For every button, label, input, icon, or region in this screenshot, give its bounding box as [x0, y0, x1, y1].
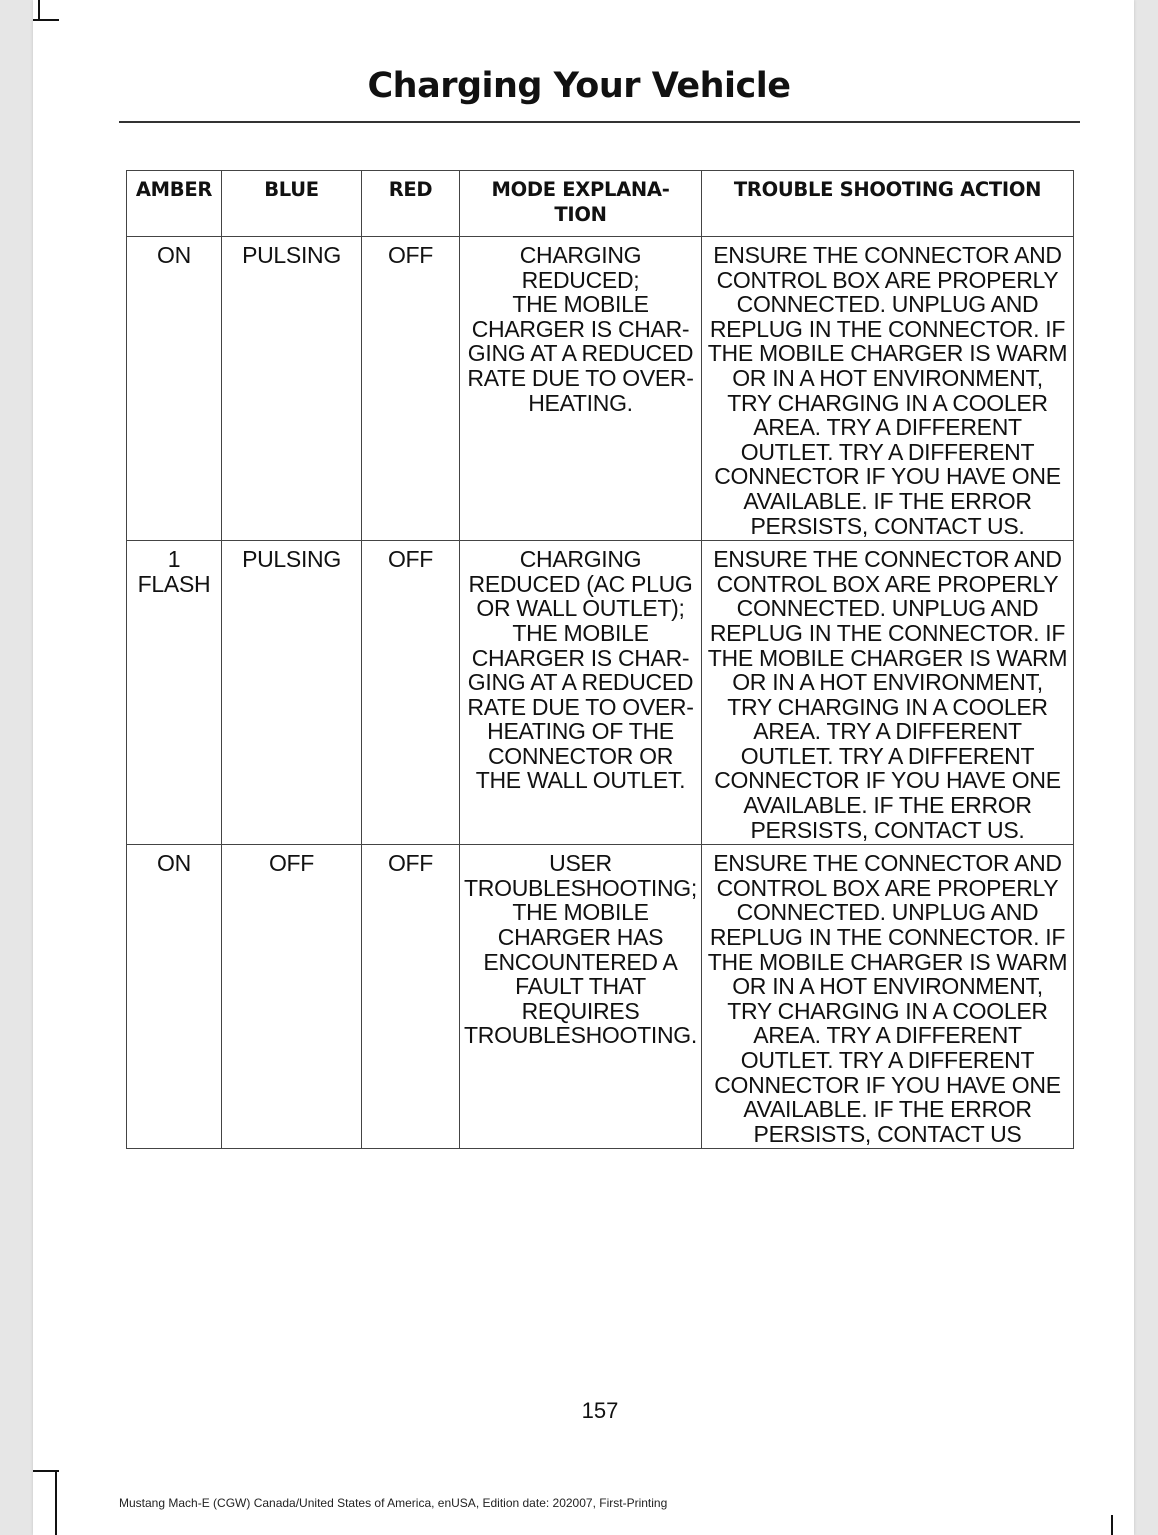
- trouble-shooting-action-cell: ENSURE THE CONNECTOR AND CONTROL BOX ARE PROPERLY CONNECTED. UNPLUG AND REPLUG IN THE CONNECTOR. IF THE MOBILE CHARGER IS WARM OR IN A HOT ENVIRONMENT, TRY CHARGING IN A COOLER AREA. TRY A DIFFERENT OUTLET. TRY A DIFFERENT CONNECTOR IF YOU HAVE ONE AVAILABLE. IF THE ERROR PERSISTS, CONTACT US: [702, 845, 1074, 1149]
- column-header-trouble-shooting-action: TROUBLE SHOOTING ACTION: [702, 171, 1074, 237]
- crop-mark-top-left-vertical: [38, 0, 40, 20]
- table-header-row: [127, 171, 1074, 237]
- amber-cell: ON: [127, 845, 222, 1149]
- amber-cell: ON: [127, 237, 222, 541]
- amber-cell: 1 FLASH: [127, 541, 222, 845]
- red-cell: OFF: [362, 541, 460, 845]
- blue-cell: PULSING: [222, 237, 362, 541]
- page-title: Charging Your Vehicle: [367, 66, 791, 106]
- mode-explanation-cell: CHARGING REDUCED (AC PLUG OR WALL OUTLET); THE MOBILE CHARGER IS CHAR- GING AT A REDUCED RATE DUE TO OVER- HEATING OF THE CONNECTOR OR THE WALL OUTLET.: [460, 541, 702, 845]
- crop-mark-bottom-left-vertical: [55, 1470, 57, 1535]
- crop-mark-bottom-right-vertical: [1111, 1515, 1113, 1535]
- crop-mark-top-left-horizontal: [33, 19, 59, 21]
- mode-explanation-cell: CHARGING REDUCED; THE MOBILE CHARGER IS CHAR- GING AT A REDUCED RATE DUE TO OVER- HEATING.: [460, 237, 702, 541]
- page-number: 157: [581, 1398, 619, 1423]
- column-header-blue: BLUE: [222, 171, 362, 237]
- table-row: [127, 541, 1074, 845]
- table-row: [127, 237, 1074, 541]
- table-row: [127, 845, 1074, 1149]
- mode-explanation-cell: USER TROUBLESHOOTING; THE MOBILE CHARGER HAS ENCOUNTERED A FAULT THAT REQUIRES TROUBLESHOOTING.: [460, 845, 702, 1149]
- title-divider: [119, 121, 1080, 123]
- column-header-mode-explanation: MODE EXPLANA- TION: [460, 171, 702, 237]
- blue-cell: PULSING: [222, 541, 362, 845]
- red-cell: OFF: [362, 845, 460, 1149]
- column-header-red: RED: [362, 171, 460, 237]
- red-cell: OFF: [362, 237, 460, 541]
- edition-footer: Mustang Mach-E (CGW) Canada/United States of America, enUSA, Edition date: 202007, First-Printing: [119, 1496, 668, 1510]
- charging-indicator-table: [126, 170, 1074, 1149]
- blue-cell: OFF: [222, 845, 362, 1149]
- trouble-shooting-action-cell: ENSURE THE CONNECTOR AND CONTROL BOX ARE PROPERLY CONNECTED. UNPLUG AND REPLUG IN THE CONNECTOR. IF THE MOBILE CHARGER IS WARM OR IN A HOT ENVIRONMENT, TRY CHARGING IN A COOLER AREA. TRY A DIFFERENT OUTLET. TRY A DIFFERENT CONNECTOR IF YOU HAVE ONE AVAILABLE. IF THE ERROR PERSISTS, CONTACT US.: [702, 541, 1074, 845]
- column-header-amber: AMBER: [127, 171, 222, 237]
- trouble-shooting-action-cell: ENSURE THE CONNECTOR AND CONTROL BOX ARE PROPERLY CONNECTED. UNPLUG AND REPLUG IN THE CONNECTOR. IF THE MOBILE CHARGER IS WARM OR IN A HOT ENVIRONMENT, TRY CHARGING IN A COOLER AREA. TRY A DIFFERENT OUTLET. TRY A DIFFERENT CONNECTOR IF YOU HAVE ONE AVAILABLE. IF THE ERROR PERSISTS, CONTACT US.: [702, 237, 1074, 541]
